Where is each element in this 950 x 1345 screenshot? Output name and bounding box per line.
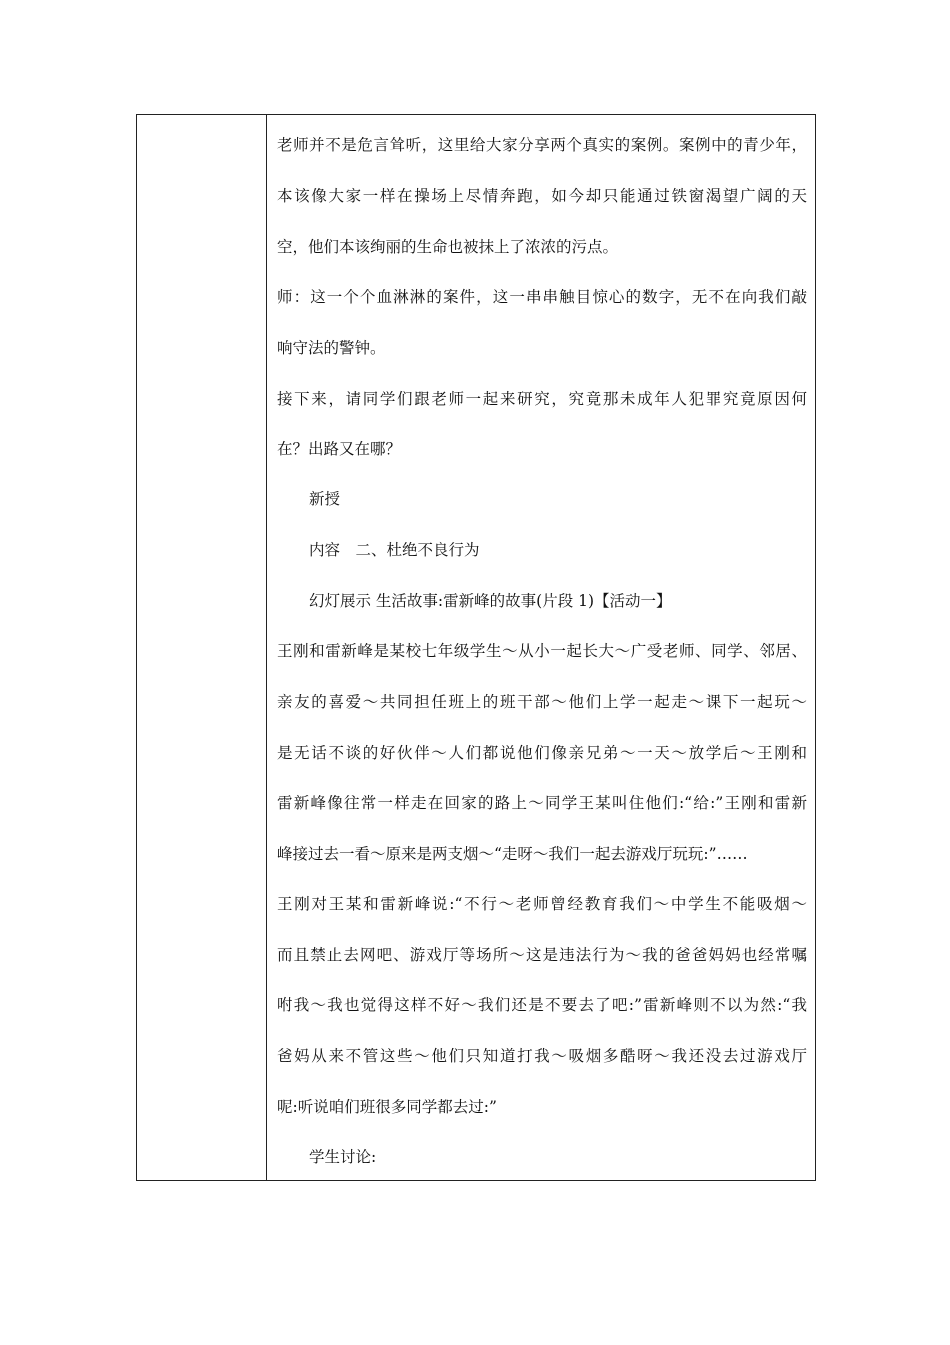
paragraph-line: 师：这一个个血淋淋的案件，这一串串触目惊心的数字，无不在向我们敲 bbox=[277, 288, 807, 306]
activity-title: 幻灯展示 生活故事:雷新峰的故事(片段 1)【活动一】 bbox=[309, 592, 672, 610]
paragraph-line: 呢:听说咱们班很多同学都去过:” bbox=[277, 1098, 497, 1116]
paragraph-line: 雷新峰像往常一样走在回家的路上～同学王某叫住他们:“给:”王刚和雷新 bbox=[277, 794, 807, 812]
table-content-cell bbox=[268, 115, 815, 1180]
paragraph-line: 空，他们本该绚丽的生命也被抹上了浓浓的污点。 bbox=[277, 238, 619, 256]
paragraph-line: 王刚和雷新峰是某校七年级学生～从小一起长大～广受老师、同学、邻居、 bbox=[277, 642, 807, 660]
section-heading: 内容 二、杜绝不良行为 bbox=[309, 541, 480, 559]
paragraph-line: 是无话不谈的好伙伴～人们都说他们像亲兄弟～一天～放学后～王刚和 bbox=[277, 744, 807, 762]
table-left-cell bbox=[137, 115, 267, 1180]
paragraph-line: 而且禁止去网吧、游戏厅等场所～这是违法行为～我的爸爸妈妈也经常嘱 bbox=[277, 946, 807, 964]
discussion-label: 学生讨论: bbox=[309, 1148, 377, 1166]
paragraph-line: 老师并不是危言耸听，这里给大家分享两个真实的案例。案例中的青少年， bbox=[277, 136, 807, 154]
paragraph-line: 本该像大家一样在操场上尽情奔跑，如今却只能通过铁窗渴望广阔的天 bbox=[277, 187, 807, 205]
lesson-plan-table bbox=[136, 114, 816, 1181]
paragraph-line: 亲友的喜爱～共同担任班上的班干部～他们上学一起走～课下一起玩～ bbox=[277, 693, 807, 711]
paragraph-line: 爸妈从来不管这些～他们只知道打我～吸烟多酷呀～我还没去过游戏厅 bbox=[277, 1047, 807, 1065]
paragraph-line: 响守法的警钟。 bbox=[277, 339, 386, 357]
paragraph-line: 王刚对王某和雷新峰说:“不行～老师曾经教育我们～中学生不能吸烟～ bbox=[277, 895, 807, 913]
paragraph-line: 接下来，请同学们跟老师一起来研究，究竟那未成年人犯罪究竟原因何 bbox=[277, 390, 807, 408]
paragraph-line: 咐我～我也觉得这样不好～我们还是不要去了吧:”雷新峰则不以为然:“我 bbox=[277, 996, 807, 1014]
section-heading: 新授 bbox=[309, 490, 341, 508]
paragraph-line: 峰接过去一看～原来是两支烟～“走呀～我们一起去游戏厅玩玩:”…… bbox=[277, 845, 748, 863]
paragraph-line: 在？出路又在哪？ bbox=[277, 440, 402, 458]
